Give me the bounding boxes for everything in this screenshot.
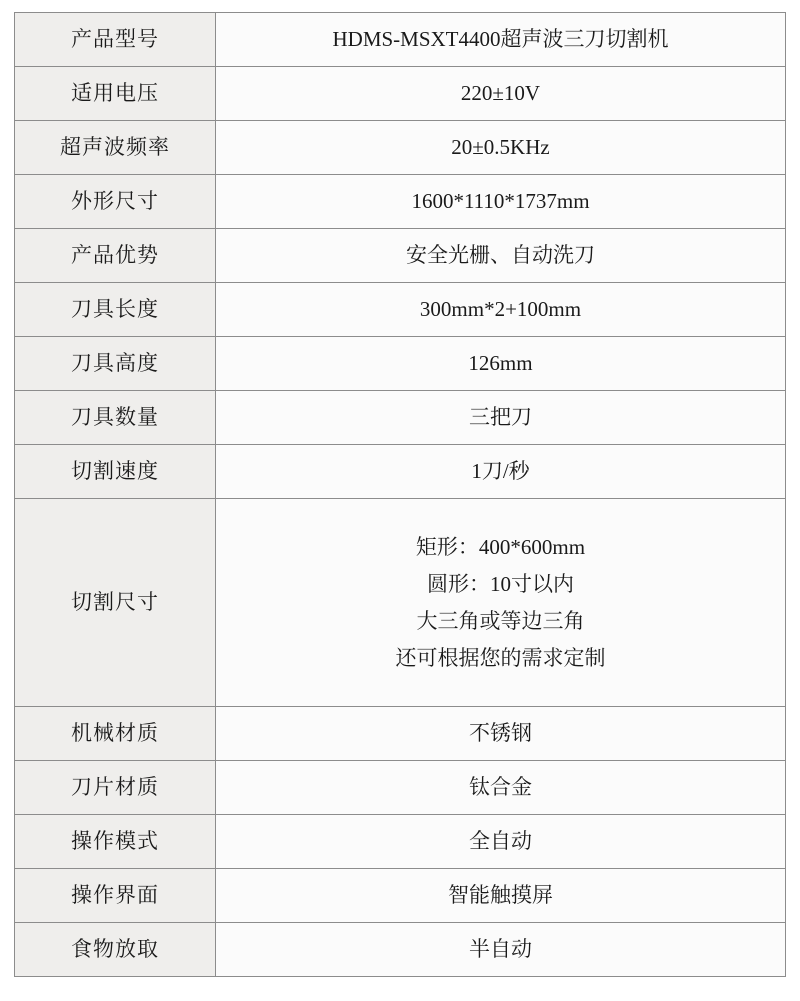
table-row	[15, 445, 786, 499]
spec-label: 刀片材质	[15, 761, 216, 815]
spec-label: 操作界面	[15, 869, 216, 923]
table-row	[15, 761, 786, 815]
spec-label: 适用电压	[15, 67, 216, 121]
table-row	[15, 815, 786, 869]
spec-value: 20±0.5KHz	[216, 121, 786, 175]
spec-value-line: 还可根据您的需求定制	[395, 646, 606, 671]
table-row	[15, 229, 786, 283]
spec-label: 外形尺寸	[15, 175, 216, 229]
spec-label: 产品优势	[15, 229, 216, 283]
spec-value-line: 圆形：10寸以内	[427, 571, 574, 596]
table-row	[15, 13, 786, 67]
spec-value: 不锈钢	[216, 707, 786, 761]
spec-value: 1600*1110*1737mm	[216, 175, 786, 229]
spec-label: 刀具数量	[15, 391, 216, 445]
spec-label: 操作模式	[15, 815, 216, 869]
spec-label: 刀具高度	[15, 337, 216, 391]
spec-label: 切割速度	[15, 445, 216, 499]
spec-value: 半自动	[216, 923, 786, 977]
table-row	[15, 869, 786, 923]
spec-value: HDMS-MSXT4400超声波三刀切割机	[216, 13, 786, 67]
spec-value: 126mm	[216, 337, 786, 391]
spec-value: 三把刀	[216, 391, 786, 445]
spec-label: 超声波频率	[15, 121, 216, 175]
spec-value-line: 大三角或等边三角	[416, 609, 585, 633]
spec-label: 食物放取	[15, 923, 216, 977]
table-row	[15, 283, 786, 337]
spec-label: 切割尺寸	[15, 499, 216, 707]
table-row	[15, 337, 786, 391]
product-spec-table	[14, 12, 786, 977]
table-row	[15, 707, 786, 761]
spec-value-multiline	[216, 499, 786, 707]
spec-value: 1刀/秒	[216, 445, 786, 499]
spec-label: 产品型号	[15, 13, 216, 67]
spec-value: 钛合金	[216, 761, 786, 815]
spec-value: 智能触摸屏	[216, 869, 786, 923]
spec-value: 300mm*2+100mm	[216, 283, 786, 337]
spec-label: 机械材质	[15, 707, 216, 761]
table-row	[15, 121, 786, 175]
spec-label: 刀具长度	[15, 283, 216, 337]
spec-value: 全自动	[216, 815, 786, 869]
table-row	[15, 499, 786, 707]
spec-value-lines	[216, 526, 785, 680]
table-row	[15, 175, 786, 229]
table-row	[15, 67, 786, 121]
spec-value: 安全光栅、自动洗刀	[216, 229, 786, 283]
spec-table-body	[15, 13, 786, 977]
table-row	[15, 923, 786, 977]
table-row	[15, 391, 786, 445]
spec-value: 220±10V	[216, 67, 786, 121]
spec-value-line: 矩形：400*600mm	[415, 534, 586, 559]
